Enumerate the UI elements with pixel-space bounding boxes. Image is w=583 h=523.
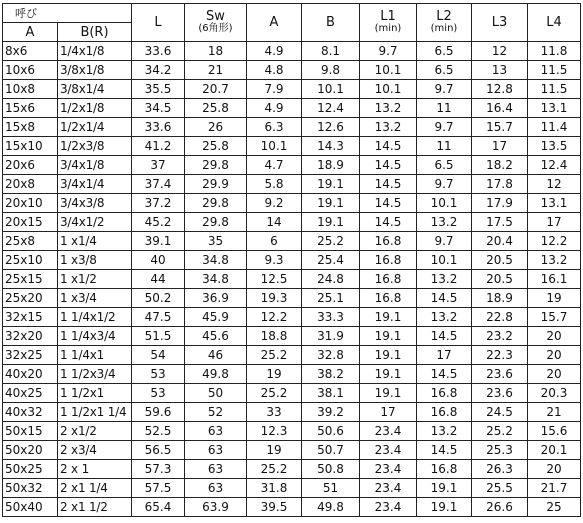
cell-length-L4: 15.7 bbox=[528, 308, 581, 327]
cell-length-L4: 20 bbox=[528, 460, 581, 479]
cell-length-L3: 15.7 bbox=[472, 118, 528, 137]
table-row bbox=[3, 422, 581, 441]
table-row bbox=[3, 232, 581, 251]
cell-dim-A: 19.3 bbox=[247, 289, 302, 308]
cell-length-L4: 20 bbox=[528, 346, 581, 365]
cell-length-L2: 13.2 bbox=[417, 308, 472, 327]
cell-length-L1: 19.1 bbox=[360, 365, 417, 384]
header-Sw bbox=[185, 4, 247, 42]
cell-dim-A: 9.3 bbox=[247, 251, 302, 270]
cell-length-L3: 25.5 bbox=[472, 479, 528, 498]
cell-dim-A: 4.9 bbox=[247, 42, 302, 61]
cell-length-L1: 14.5 bbox=[360, 137, 417, 156]
table-row bbox=[3, 384, 581, 403]
cell-length-L2: 16.8 bbox=[417, 460, 472, 479]
header-a-size: A bbox=[3, 23, 58, 42]
cell-size-b-r: 1 x3/4 bbox=[58, 289, 132, 308]
cell-dim-B: 32.8 bbox=[302, 346, 360, 365]
cell-width-Sw: 34.8 bbox=[185, 270, 247, 289]
cell-size-b-r: 1 x1/4 bbox=[58, 232, 132, 251]
cell-length-L: 52.5 bbox=[132, 422, 185, 441]
cell-dim-B: 25.2 bbox=[302, 232, 360, 251]
cell-dim-B: 33.3 bbox=[302, 308, 360, 327]
header-L4: L4 bbox=[528, 4, 581, 42]
cell-length-L4: 12.2 bbox=[528, 232, 581, 251]
cell-length-L2: 10.1 bbox=[417, 251, 472, 270]
table-row bbox=[3, 251, 581, 270]
cell-length-L2: 16.8 bbox=[417, 403, 472, 422]
cell-width-Sw: 45.9 bbox=[185, 308, 247, 327]
table-row bbox=[3, 365, 581, 384]
cell-size-b-r: 3/8x1/4 bbox=[58, 80, 132, 99]
cell-length-L2: 19.1 bbox=[417, 498, 472, 517]
cell-length-L1: 14.5 bbox=[360, 175, 417, 194]
dimension-spec-table bbox=[2, 3, 581, 517]
table-row bbox=[3, 403, 581, 422]
cell-width-Sw: 25.8 bbox=[185, 99, 247, 118]
cell-length-L: 39.1 bbox=[132, 232, 185, 251]
cell-dim-B: 19.1 bbox=[302, 194, 360, 213]
cell-dim-B: 12.6 bbox=[302, 118, 360, 137]
header-L3: L3 bbox=[472, 4, 528, 42]
cell-width-Sw: 50 bbox=[185, 384, 247, 403]
cell-width-Sw: 29.8 bbox=[185, 156, 247, 175]
cell-length-L3: 22.3 bbox=[472, 346, 528, 365]
cell-dim-A: 14 bbox=[247, 213, 302, 232]
cell-length-L2: 6.5 bbox=[417, 156, 472, 175]
cell-length-L1: 10.1 bbox=[360, 80, 417, 99]
cell-length-L4: 13.1 bbox=[528, 194, 581, 213]
header-L1-label: L1 bbox=[380, 8, 396, 24]
cell-length-L: 34.5 bbox=[132, 99, 185, 118]
cell-length-L3: 16.4 bbox=[472, 99, 528, 118]
cell-length-L3: 12.8 bbox=[472, 80, 528, 99]
cell-width-Sw: 63 bbox=[185, 460, 247, 479]
table-row bbox=[3, 346, 581, 365]
cell-size-b-r: 1 1/4x1 bbox=[58, 346, 132, 365]
cell-dim-B: 49.8 bbox=[302, 498, 360, 517]
cell-size-b-r: 1 1/4x3/4 bbox=[58, 327, 132, 346]
cell-dim-A: 7.9 bbox=[247, 80, 302, 99]
cell-size-b-r: 1/2x1/4 bbox=[58, 118, 132, 137]
cell-size-b-r: 1 x1/2 bbox=[58, 270, 132, 289]
cell-dim-A: 25.2 bbox=[247, 346, 302, 365]
cell-size-b-r: 3/4x1/2 bbox=[58, 213, 132, 232]
cell-size-a: 10x6 bbox=[3, 61, 58, 80]
cell-size-a: 50x20 bbox=[3, 441, 58, 460]
cell-length-L: 37.4 bbox=[132, 175, 185, 194]
cell-length-L4: 11.8 bbox=[528, 42, 581, 61]
cell-length-L4: 21 bbox=[528, 403, 581, 422]
cell-length-L1: 16.8 bbox=[360, 251, 417, 270]
cell-length-L3: 26.6 bbox=[472, 498, 528, 517]
cell-length-L: 54 bbox=[132, 346, 185, 365]
cell-length-L4: 19 bbox=[528, 289, 581, 308]
cell-size-b-r: 3/8x1/8 bbox=[58, 61, 132, 80]
cell-width-Sw: 49.8 bbox=[185, 365, 247, 384]
cell-size-a: 25x15 bbox=[3, 270, 58, 289]
cell-width-Sw: 63 bbox=[185, 441, 247, 460]
cell-dim-B: 50.6 bbox=[302, 422, 360, 441]
cell-dim-A: 25.2 bbox=[247, 384, 302, 403]
header-Sw-label: Sw bbox=[206, 8, 225, 24]
cell-length-L4: 11.4 bbox=[528, 118, 581, 137]
cell-length-L4: 17 bbox=[528, 213, 581, 232]
cell-size-a: 20x15 bbox=[3, 213, 58, 232]
cell-dim-A: 4.9 bbox=[247, 99, 302, 118]
cell-size-b-r: 3/4x1/8 bbox=[58, 156, 132, 175]
header-L1-sub: (min) bbox=[374, 22, 402, 34]
cell-width-Sw: 63 bbox=[185, 422, 247, 441]
cell-dim-A: 33 bbox=[247, 403, 302, 422]
cell-width-Sw: 21 bbox=[185, 61, 247, 80]
cell-length-L: 50.2 bbox=[132, 289, 185, 308]
cell-size-a: 50x32 bbox=[3, 479, 58, 498]
cell-length-L: 35.5 bbox=[132, 80, 185, 99]
cell-length-L4: 20 bbox=[528, 365, 581, 384]
cell-length-L1: 19.1 bbox=[360, 346, 417, 365]
cell-length-L2: 14.5 bbox=[417, 441, 472, 460]
cell-dim-A: 6.3 bbox=[247, 118, 302, 137]
cell-width-Sw: 36.9 bbox=[185, 289, 247, 308]
cell-size-b-r: 3/4x3/8 bbox=[58, 194, 132, 213]
cell-dim-A: 6 bbox=[247, 232, 302, 251]
cell-length-L3: 20.5 bbox=[472, 251, 528, 270]
cell-dim-A: 12.3 bbox=[247, 422, 302, 441]
cell-length-L1: 16.8 bbox=[360, 289, 417, 308]
cell-width-Sw: 20.7 bbox=[185, 80, 247, 99]
cell-length-L2: 9.7 bbox=[417, 175, 472, 194]
cell-dim-B: 19.1 bbox=[302, 175, 360, 194]
cell-size-b-r: 1/2x3/8 bbox=[58, 137, 132, 156]
cell-length-L4: 25 bbox=[528, 498, 581, 517]
cell-dim-A: 19 bbox=[247, 441, 302, 460]
cell-length-L2: 13.2 bbox=[417, 213, 472, 232]
cell-length-L1: 23.4 bbox=[360, 479, 417, 498]
cell-length-L2: 9.7 bbox=[417, 118, 472, 137]
cell-length-L3: 24.5 bbox=[472, 403, 528, 422]
cell-length-L3: 23.6 bbox=[472, 365, 528, 384]
cell-size-a: 25x10 bbox=[3, 251, 58, 270]
cell-dim-B: 39.2 bbox=[302, 403, 360, 422]
cell-width-Sw: 29.8 bbox=[185, 194, 247, 213]
cell-length-L4: 15.6 bbox=[528, 422, 581, 441]
table-row bbox=[3, 156, 581, 175]
cell-size-b-r: 1 1/2x1 1/4 bbox=[58, 403, 132, 422]
cell-length-L: 37.2 bbox=[132, 194, 185, 213]
header-L: L bbox=[132, 4, 185, 42]
cell-length-L3: 18.9 bbox=[472, 289, 528, 308]
spec-table-container bbox=[2, 3, 581, 517]
cell-size-b-r: 2 x 1 bbox=[58, 460, 132, 479]
table-row bbox=[3, 289, 581, 308]
cell-width-Sw: 52 bbox=[185, 403, 247, 422]
cell-length-L2: 13.2 bbox=[417, 422, 472, 441]
cell-dim-B: 50.7 bbox=[302, 441, 360, 460]
cell-length-L3: 25.3 bbox=[472, 441, 528, 460]
cell-dim-B: 25.1 bbox=[302, 289, 360, 308]
cell-length-L1: 23.4 bbox=[360, 422, 417, 441]
cell-length-L3: 18.2 bbox=[472, 156, 528, 175]
table-row bbox=[3, 308, 581, 327]
header-L2-sub: (min) bbox=[430, 22, 458, 34]
header-A-dim: A bbox=[247, 4, 302, 42]
cell-length-L2: 10.1 bbox=[417, 194, 472, 213]
cell-length-L2: 19.1 bbox=[417, 479, 472, 498]
table-row bbox=[3, 42, 581, 61]
cell-length-L1: 16.8 bbox=[360, 232, 417, 251]
cell-size-a: 15x8 bbox=[3, 118, 58, 137]
table-row bbox=[3, 498, 581, 517]
cell-length-L1: 17 bbox=[360, 403, 417, 422]
cell-size-a: 15x6 bbox=[3, 99, 58, 118]
table-row bbox=[3, 213, 581, 232]
cell-size-b-r: 2 x1/2 bbox=[58, 422, 132, 441]
cell-dim-B: 9.8 bbox=[302, 61, 360, 80]
cell-width-Sw: 18 bbox=[185, 42, 247, 61]
cell-length-L2: 13.2 bbox=[417, 270, 472, 289]
cell-size-a: 20x6 bbox=[3, 156, 58, 175]
cell-length-L: 40 bbox=[132, 251, 185, 270]
cell-size-b-r: 1 x3/8 bbox=[58, 251, 132, 270]
cell-length-L4: 21.7 bbox=[528, 479, 581, 498]
header-Sw-sub: (6角形) bbox=[198, 22, 233, 34]
table-row bbox=[3, 137, 581, 156]
cell-size-b-r: 2 x1 1/2 bbox=[58, 498, 132, 517]
cell-width-Sw: 34.8 bbox=[185, 251, 247, 270]
cell-length-L1: 13.2 bbox=[360, 99, 417, 118]
table-row bbox=[3, 270, 581, 289]
cell-length-L1: 10.1 bbox=[360, 61, 417, 80]
cell-length-L2: 9.7 bbox=[417, 232, 472, 251]
cell-size-a: 50x15 bbox=[3, 422, 58, 441]
table-body bbox=[3, 42, 581, 517]
cell-length-L2: 11 bbox=[417, 99, 472, 118]
cell-dim-A: 39.5 bbox=[247, 498, 302, 517]
cell-length-L: 45.2 bbox=[132, 213, 185, 232]
cell-length-L4: 11.5 bbox=[528, 61, 581, 80]
cell-length-L3: 23.2 bbox=[472, 327, 528, 346]
cell-dim-B: 12.4 bbox=[302, 99, 360, 118]
cell-width-Sw: 45.6 bbox=[185, 327, 247, 346]
header-L1 bbox=[360, 4, 417, 42]
cell-size-a: 32x20 bbox=[3, 327, 58, 346]
cell-dim-B: 10.1 bbox=[302, 80, 360, 99]
cell-dim-B: 8.1 bbox=[302, 42, 360, 61]
cell-length-L3: 17 bbox=[472, 137, 528, 156]
cell-size-b-r: 2 x3/4 bbox=[58, 441, 132, 460]
cell-length-L1: 23.4 bbox=[360, 441, 417, 460]
cell-size-a: 50x40 bbox=[3, 498, 58, 517]
cell-length-L3: 17.8 bbox=[472, 175, 528, 194]
cell-length-L1: 16.8 bbox=[360, 270, 417, 289]
cell-dim-A: 19 bbox=[247, 365, 302, 384]
cell-length-L: 33.6 bbox=[132, 118, 185, 137]
cell-length-L4: 20.3 bbox=[528, 384, 581, 403]
cell-length-L2: 16.8 bbox=[417, 384, 472, 403]
cell-length-L: 47.5 bbox=[132, 308, 185, 327]
cell-dim-A: 5.8 bbox=[247, 175, 302, 194]
cell-length-L: 44 bbox=[132, 270, 185, 289]
cell-length-L3: 23.6 bbox=[472, 384, 528, 403]
cell-length-L3: 20.5 bbox=[472, 270, 528, 289]
cell-length-L: 56.5 bbox=[132, 441, 185, 460]
cell-dim-A: 4.7 bbox=[247, 156, 302, 175]
cell-dim-A: 4.8 bbox=[247, 61, 302, 80]
cell-dim-A: 31.8 bbox=[247, 479, 302, 498]
cell-dim-B: 51 bbox=[302, 479, 360, 498]
cell-length-L4: 12 bbox=[528, 175, 581, 194]
cell-dim-A: 10.1 bbox=[247, 137, 302, 156]
cell-length-L: 53 bbox=[132, 365, 185, 384]
cell-dim-B: 50.8 bbox=[302, 460, 360, 479]
cell-length-L2: 14.5 bbox=[417, 365, 472, 384]
cell-length-L2: 17 bbox=[417, 346, 472, 365]
table-row bbox=[3, 118, 581, 137]
cell-length-L: 51.5 bbox=[132, 327, 185, 346]
cell-size-a: 20x10 bbox=[3, 194, 58, 213]
cell-size-b-r: 1/2x1/8 bbox=[58, 99, 132, 118]
cell-length-L1: 9.7 bbox=[360, 42, 417, 61]
cell-length-L2: 9.7 bbox=[417, 80, 472, 99]
cell-dim-B: 14.3 bbox=[302, 137, 360, 156]
cell-length-L2: 14.5 bbox=[417, 327, 472, 346]
cell-width-Sw: 29.9 bbox=[185, 175, 247, 194]
cell-dim-A: 12.5 bbox=[247, 270, 302, 289]
cell-size-b-r: 3/4x1/4 bbox=[58, 175, 132, 194]
cell-size-a: 40x25 bbox=[3, 384, 58, 403]
cell-size-a: 15x10 bbox=[3, 137, 58, 156]
table-row bbox=[3, 194, 581, 213]
cell-length-L3: 12 bbox=[472, 42, 528, 61]
cell-dim-B: 19.1 bbox=[302, 213, 360, 232]
cell-length-L: 53 bbox=[132, 384, 185, 403]
table-row bbox=[3, 80, 581, 99]
cell-size-a: 25x20 bbox=[3, 289, 58, 308]
cell-width-Sw: 29.8 bbox=[185, 213, 247, 232]
cell-length-L1: 19.1 bbox=[360, 327, 417, 346]
cell-length-L4: 20.1 bbox=[528, 441, 581, 460]
cell-length-L3: 17.5 bbox=[472, 213, 528, 232]
table-row bbox=[3, 479, 581, 498]
cell-size-a: 8x6 bbox=[3, 42, 58, 61]
table-row bbox=[3, 61, 581, 80]
table-row bbox=[3, 441, 581, 460]
cell-width-Sw: 35 bbox=[185, 232, 247, 251]
cell-size-a: 32x25 bbox=[3, 346, 58, 365]
cell-size-a: 25x8 bbox=[3, 232, 58, 251]
cell-length-L1: 19.1 bbox=[360, 308, 417, 327]
cell-dim-A: 18.8 bbox=[247, 327, 302, 346]
cell-length-L2: 6.5 bbox=[417, 42, 472, 61]
cell-size-b-r: 1 1/4x1/2 bbox=[58, 308, 132, 327]
cell-length-L1: 14.5 bbox=[360, 156, 417, 175]
cell-length-L4: 20 bbox=[528, 327, 581, 346]
cell-length-L: 41.2 bbox=[132, 137, 185, 156]
table-row bbox=[3, 175, 581, 194]
cell-dim-A: 12.2 bbox=[247, 308, 302, 327]
cell-size-a: 40x20 bbox=[3, 365, 58, 384]
cell-dim-A: 25.2 bbox=[247, 460, 302, 479]
cell-length-L3: 25.2 bbox=[472, 422, 528, 441]
cell-length-L1: 23.4 bbox=[360, 498, 417, 517]
cell-dim-B: 25.4 bbox=[302, 251, 360, 270]
cell-length-L3: 20.4 bbox=[472, 232, 528, 251]
header-b-r-size: B(R) bbox=[58, 23, 132, 42]
cell-length-L3: 17.9 bbox=[472, 194, 528, 213]
cell-size-a: 40x32 bbox=[3, 403, 58, 422]
cell-size-b-r: 1 1/2x1 bbox=[58, 384, 132, 403]
header-L2 bbox=[417, 4, 472, 42]
cell-length-L1: 14.5 bbox=[360, 194, 417, 213]
cell-size-b-r: 1/4x1/8 bbox=[58, 42, 132, 61]
cell-length-L1: 19.1 bbox=[360, 384, 417, 403]
cell-dim-B: 31.9 bbox=[302, 327, 360, 346]
cell-size-b-r: 2 x1 1/4 bbox=[58, 479, 132, 498]
cell-dim-B: 18.9 bbox=[302, 156, 360, 175]
cell-width-Sw: 25.8 bbox=[185, 137, 247, 156]
cell-dim-B: 38.2 bbox=[302, 365, 360, 384]
cell-width-Sw: 63 bbox=[185, 479, 247, 498]
cell-size-a: 10x8 bbox=[3, 80, 58, 99]
cell-size-b-r: 1 1/2x3/4 bbox=[58, 365, 132, 384]
cell-length-L: 34.2 bbox=[132, 61, 185, 80]
header-B-dim: B bbox=[302, 4, 360, 42]
cell-width-Sw: 46 bbox=[185, 346, 247, 365]
cell-width-Sw: 26 bbox=[185, 118, 247, 137]
table-header bbox=[3, 4, 581, 42]
cell-length-L3: 26.3 bbox=[472, 460, 528, 479]
cell-length-L3: 22.8 bbox=[472, 308, 528, 327]
cell-width-Sw: 63.9 bbox=[185, 498, 247, 517]
table-row bbox=[3, 99, 581, 118]
cell-dim-B: 38.1 bbox=[302, 384, 360, 403]
cell-length-L3: 13 bbox=[472, 61, 528, 80]
cell-length-L4: 13.2 bbox=[528, 251, 581, 270]
cell-length-L2: 11 bbox=[417, 137, 472, 156]
cell-length-L4: 13.5 bbox=[528, 137, 581, 156]
header-L2-label: L2 bbox=[436, 8, 452, 24]
cell-size-a: 32x15 bbox=[3, 308, 58, 327]
table-row bbox=[3, 460, 581, 479]
cell-dim-B: 24.8 bbox=[302, 270, 360, 289]
cell-length-L: 37 bbox=[132, 156, 185, 175]
cell-length-L1: 14.5 bbox=[360, 213, 417, 232]
cell-size-a: 20x8 bbox=[3, 175, 58, 194]
cell-length-L4: 12.4 bbox=[528, 156, 581, 175]
cell-size-a: 50x25 bbox=[3, 460, 58, 479]
cell-length-L: 65.4 bbox=[132, 498, 185, 517]
cell-length-L2: 6.5 bbox=[417, 61, 472, 80]
cell-length-L: 33.6 bbox=[132, 42, 185, 61]
cell-length-L: 59.6 bbox=[132, 403, 185, 422]
header-yobi: 呼び bbox=[3, 4, 132, 23]
cell-dim-A: 9.2 bbox=[247, 194, 302, 213]
table-row bbox=[3, 327, 581, 346]
cell-length-L: 57.3 bbox=[132, 460, 185, 479]
cell-length-L4: 16.1 bbox=[528, 270, 581, 289]
cell-length-L4: 11.5 bbox=[528, 80, 581, 99]
cell-length-L4: 13.1 bbox=[528, 99, 581, 118]
cell-length-L1: 13.2 bbox=[360, 118, 417, 137]
cell-length-L1: 23.4 bbox=[360, 460, 417, 479]
cell-length-L2: 14.5 bbox=[417, 289, 472, 308]
cell-length-L: 57.5 bbox=[132, 479, 185, 498]
